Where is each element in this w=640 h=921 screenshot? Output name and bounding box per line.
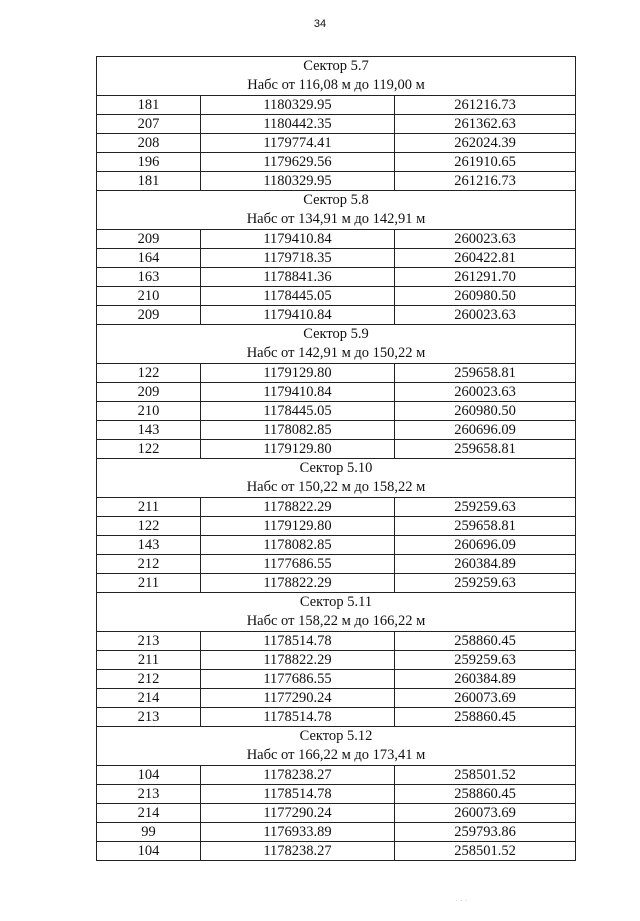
table-row xyxy=(97,823,576,842)
sector-title: Сектор 5.10 xyxy=(97,459,576,479)
coordinate-x-cell: 1177686.55 xyxy=(201,670,395,689)
sector-range: Набс от 150,22 м до 158,22 м xyxy=(97,478,576,498)
coordinate-y-cell: 260980.50 xyxy=(395,402,576,421)
coordinate-y-cell: 261216.73 xyxy=(395,96,576,115)
coordinate-x-cell: 1179410.84 xyxy=(201,306,395,325)
coordinate-x-cell: 1178514.78 xyxy=(201,708,395,727)
point-number-cell: 181 xyxy=(97,96,201,115)
sector-range-row xyxy=(97,612,576,632)
coordinate-y-cell: 258860.45 xyxy=(395,785,576,804)
sector-range-row xyxy=(97,746,576,766)
point-number-cell: 214 xyxy=(97,804,201,823)
coordinate-x-cell: 1179129.80 xyxy=(201,364,395,383)
table-row xyxy=(97,670,576,689)
sector-title: Сектор 5.8 xyxy=(97,191,576,211)
table-row xyxy=(97,440,576,459)
sector-range: Набс от 142,91 м до 150,22 м xyxy=(97,344,576,364)
coordinate-x-cell: 1178238.27 xyxy=(201,766,395,785)
coordinate-y-cell: 259259.63 xyxy=(395,651,576,670)
coordinate-y-cell: 261216.73 xyxy=(395,172,576,191)
sector-range-row xyxy=(97,76,576,96)
point-number-cell: 211 xyxy=(97,651,201,670)
sector-title: Сектор 5.12 xyxy=(97,727,576,747)
table-row xyxy=(97,134,576,153)
point-number-cell: 210 xyxy=(97,402,201,421)
table-row xyxy=(97,632,576,651)
point-number-cell: 122 xyxy=(97,517,201,536)
point-number-cell: 214 xyxy=(97,689,201,708)
coordinate-x-cell: 1179129.80 xyxy=(201,440,395,459)
coordinate-y-cell: 258860.45 xyxy=(395,708,576,727)
coordinate-x-cell: 1177686.55 xyxy=(201,555,395,574)
coordinate-y-cell: 260073.69 xyxy=(395,804,576,823)
point-number-cell: 208 xyxy=(97,134,201,153)
sector-title-row xyxy=(97,459,576,479)
table-row xyxy=(97,689,576,708)
table-row xyxy=(97,249,576,268)
coordinate-x-cell: 1178445.05 xyxy=(201,402,395,421)
sector-range-row xyxy=(97,478,576,498)
point-number-cell: 99 xyxy=(97,823,201,842)
sector-title-row xyxy=(97,727,576,747)
coordinates-table-body xyxy=(97,57,576,861)
coordinate-x-cell: 1180442.35 xyxy=(201,115,395,134)
table-row xyxy=(97,153,576,172)
coordinate-x-cell: 1178822.29 xyxy=(201,651,395,670)
table-row xyxy=(97,785,576,804)
coordinate-y-cell: 261291.70 xyxy=(395,268,576,287)
point-number-cell: 196 xyxy=(97,153,201,172)
sector-range: Набс от 134,91 м до 142,91 м xyxy=(97,210,576,230)
point-number-cell: 181 xyxy=(97,172,201,191)
coordinate-x-cell: 1176933.89 xyxy=(201,823,395,842)
coordinate-x-cell: 1178841.36 xyxy=(201,268,395,287)
sector-title-row xyxy=(97,191,576,211)
coordinate-y-cell: 259793.86 xyxy=(395,823,576,842)
coordinate-y-cell: 260073.69 xyxy=(395,689,576,708)
table-row xyxy=(97,498,576,517)
table-row xyxy=(97,536,576,555)
coordinate-y-cell: 258501.52 xyxy=(395,766,576,785)
sector-title: Сектор 5.7 xyxy=(97,57,576,77)
coordinate-y-cell: 259658.81 xyxy=(395,440,576,459)
sector-title-row xyxy=(97,325,576,345)
coordinate-x-cell: 1178822.29 xyxy=(201,574,395,593)
table-row xyxy=(97,364,576,383)
coordinate-y-cell: 259658.81 xyxy=(395,364,576,383)
coordinate-x-cell: 1179718.35 xyxy=(201,249,395,268)
point-number-cell: 122 xyxy=(97,440,201,459)
table-row xyxy=(97,96,576,115)
table-row xyxy=(97,651,576,670)
coordinate-x-cell: 1178082.85 xyxy=(201,536,395,555)
table-row xyxy=(97,115,576,134)
sector-range: Набс от 166,22 м до 173,41 м xyxy=(97,746,576,766)
table-row xyxy=(97,421,576,440)
scan-watermark: · · · xyxy=(455,896,468,905)
point-number-cell: 104 xyxy=(97,766,201,785)
coordinate-y-cell: 261362.63 xyxy=(395,115,576,134)
coordinate-x-cell: 1178514.78 xyxy=(201,785,395,804)
coordinate-x-cell: 1177290.24 xyxy=(201,804,395,823)
coordinate-x-cell: 1178514.78 xyxy=(201,632,395,651)
sector-title: Сектор 5.11 xyxy=(97,593,576,613)
coordinate-y-cell: 260422.81 xyxy=(395,249,576,268)
coordinate-y-cell: 258860.45 xyxy=(395,632,576,651)
table-row xyxy=(97,230,576,249)
sector-title-row xyxy=(97,593,576,613)
coordinate-y-cell: 261910.65 xyxy=(395,153,576,172)
point-number-cell: 213 xyxy=(97,632,201,651)
point-number-cell: 211 xyxy=(97,574,201,593)
coordinate-x-cell: 1179129.80 xyxy=(201,517,395,536)
coordinate-x-cell: 1178238.27 xyxy=(201,842,395,861)
point-number-cell: 163 xyxy=(97,268,201,287)
coordinate-x-cell: 1179410.84 xyxy=(201,383,395,402)
table-row xyxy=(97,402,576,421)
coordinate-y-cell: 260023.63 xyxy=(395,230,576,249)
point-number-cell: 209 xyxy=(97,230,201,249)
table-row xyxy=(97,383,576,402)
coordinate-y-cell: 260980.50 xyxy=(395,287,576,306)
coordinate-y-cell: 260696.09 xyxy=(395,421,576,440)
coordinate-y-cell: 259658.81 xyxy=(395,517,576,536)
coordinate-y-cell: 260696.09 xyxy=(395,536,576,555)
table-row xyxy=(97,842,576,861)
coordinate-x-cell: 1180329.95 xyxy=(201,172,395,191)
coordinate-y-cell: 260384.89 xyxy=(395,670,576,689)
table-row xyxy=(97,804,576,823)
point-number-cell: 143 xyxy=(97,536,201,555)
table-row xyxy=(97,555,576,574)
sector-range-row xyxy=(97,210,576,230)
sector-range: Набс от 158,22 м до 166,22 м xyxy=(97,612,576,632)
coordinate-x-cell: 1177290.24 xyxy=(201,689,395,708)
coordinate-y-cell: 262024.39 xyxy=(395,134,576,153)
table-row xyxy=(97,172,576,191)
coordinate-x-cell: 1179629.56 xyxy=(201,153,395,172)
page-number: 34 xyxy=(313,18,327,30)
point-number-cell: 213 xyxy=(97,785,201,804)
coordinate-x-cell: 1179410.84 xyxy=(201,230,395,249)
coordinate-y-cell: 259259.63 xyxy=(395,498,576,517)
point-number-cell: 143 xyxy=(97,421,201,440)
coordinates-table xyxy=(96,56,576,861)
coordinate-y-cell: 260023.63 xyxy=(395,383,576,402)
table-row xyxy=(97,708,576,727)
sector-title-row xyxy=(97,57,576,77)
point-number-cell: 164 xyxy=(97,249,201,268)
point-number-cell: 212 xyxy=(97,555,201,574)
table-row xyxy=(97,306,576,325)
point-number-cell: 122 xyxy=(97,364,201,383)
point-number-cell: 207 xyxy=(97,115,201,134)
table-row xyxy=(97,287,576,306)
sector-range: Набс от 116,08 м до 119,00 м xyxy=(97,76,576,96)
coordinate-y-cell: 260023.63 xyxy=(395,306,576,325)
point-number-cell: 104 xyxy=(97,842,201,861)
coordinate-x-cell: 1178822.29 xyxy=(201,498,395,517)
point-number-cell: 209 xyxy=(97,306,201,325)
sector-title: Сектор 5.9 xyxy=(97,325,576,345)
coordinate-x-cell: 1178082.85 xyxy=(201,421,395,440)
coordinate-x-cell: 1179774.41 xyxy=(201,134,395,153)
table-row xyxy=(97,268,576,287)
coordinate-y-cell: 260384.89 xyxy=(395,555,576,574)
coordinate-y-cell: 258501.52 xyxy=(395,842,576,861)
table-row xyxy=(97,766,576,785)
point-number-cell: 212 xyxy=(97,670,201,689)
table-row xyxy=(97,517,576,536)
point-number-cell: 209 xyxy=(97,383,201,402)
table-row xyxy=(97,574,576,593)
point-number-cell: 210 xyxy=(97,287,201,306)
point-number-cell: 211 xyxy=(97,498,201,517)
sector-range-row xyxy=(97,344,576,364)
coordinate-x-cell: 1178445.05 xyxy=(201,287,395,306)
point-number-cell: 213 xyxy=(97,708,201,727)
coordinate-x-cell: 1180329.95 xyxy=(201,96,395,115)
coordinate-y-cell: 259259.63 xyxy=(395,574,576,593)
